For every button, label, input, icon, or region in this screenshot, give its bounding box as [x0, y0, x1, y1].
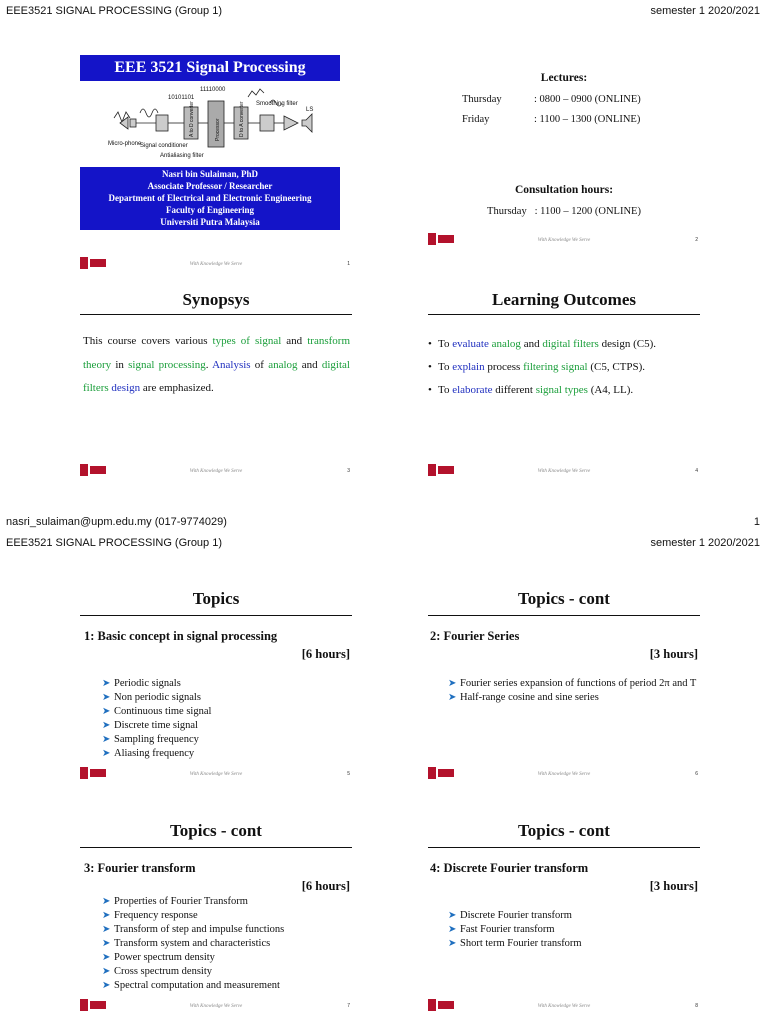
- topic-item-text: Fast Fourier transform: [460, 924, 555, 935]
- slide-motto: With Knowledge We Serve: [189, 772, 243, 777]
- slide-footer: [428, 997, 700, 1011]
- diagram-bits-2: 10101101: [168, 95, 195, 101]
- arrow-bullet-icon: ➤: [102, 924, 111, 935]
- consultation-heading: Consultation hours:: [514, 184, 614, 196]
- page1-header-right: semester 1 2020/2021: [650, 5, 760, 17]
- slide-4: [428, 262, 700, 476]
- keyword-digital-filters: digital filters: [83, 358, 350, 394]
- title-rule: [428, 847, 700, 848]
- topic-list: [448, 677, 698, 705]
- synopsis-text-part: are emphasized.: [140, 382, 214, 394]
- slide-title: Topics - cont: [170, 821, 262, 840]
- slide-2: [428, 30, 700, 245]
- topic-item-text: Half-range cosine and sine series: [460, 692, 599, 703]
- keyword-elaborate: elaborate: [452, 384, 493, 396]
- title-rule: [80, 847, 352, 848]
- arrow-bullet-icon: ➤: [448, 938, 457, 949]
- title-rule: [80, 314, 352, 315]
- author-department: Department of Electrical and Electronic Engineering: [108, 193, 312, 203]
- slide-title: Learning Outcomes: [491, 290, 637, 309]
- topic-item-text: Sampling frequency: [114, 734, 199, 745]
- topic-item: [102, 937, 284, 951]
- topic-item: [102, 677, 211, 691]
- slide-8: [428, 797, 700, 1011]
- outcome-text: To: [438, 338, 453, 350]
- slide-title: Topics - cont: [518, 821, 610, 840]
- synopsis-text-part: This course covers various: [83, 335, 213, 347]
- arrow-bullet-icon: ➤: [448, 924, 457, 935]
- diagram-smoothing: Smoothing filter: [256, 101, 298, 107]
- topic-item: [102, 909, 284, 923]
- outcome-text: and: [520, 338, 543, 350]
- slide-3: [80, 262, 352, 476]
- arrow-bullet-icon: ➤: [102, 706, 111, 717]
- synopsis-text-part: and: [281, 335, 308, 347]
- keyword-digital-filters: digital filters: [542, 338, 599, 350]
- outcome-text: To: [438, 361, 453, 373]
- slide-page-number: 6: [695, 771, 698, 777]
- slide-motto: With Knowledge We Serve: [537, 469, 591, 474]
- signal-chain-diagram: [80, 83, 340, 169]
- author-university: Universiti Putra Malaysia: [160, 217, 260, 227]
- synopsis-text: [83, 330, 350, 401]
- title-rule: [428, 615, 700, 616]
- page1-footer-right: 1: [753, 516, 760, 528]
- synopsis-text-part: of: [250, 358, 269, 371]
- lectures-heading: Lectures:: [540, 72, 588, 84]
- slide-1: [80, 55, 352, 269]
- diagram-processor: Processor: [215, 118, 221, 141]
- slide-page-number: 8: [695, 1003, 698, 1009]
- topic-list: [448, 909, 582, 951]
- arrow-bullet-icon: ➤: [102, 692, 111, 703]
- outcome-text: (C5, CTPS).: [587, 361, 646, 373]
- topic-item: [102, 733, 211, 747]
- topic-item-text: Discrete time signal: [114, 720, 198, 731]
- synopsis-text-part: and: [297, 358, 322, 371]
- topic-item: [102, 979, 284, 993]
- arrow-bullet-icon: ➤: [102, 748, 111, 759]
- topic-item-text: Properties of Fourier Transform: [114, 896, 248, 907]
- topic-item: [102, 705, 211, 719]
- outcome-text: To: [438, 384, 453, 396]
- topic-item-text: Continuous time signal: [114, 706, 212, 717]
- slide-footer: [428, 765, 700, 779]
- topic-item: [448, 677, 698, 691]
- slide-motto: With Knowledge We Serve: [189, 469, 243, 474]
- keyword-transform-theory: transform theory: [83, 335, 350, 371]
- lecture-day: Thursday: [462, 94, 502, 105]
- lecture-time: : 1100 – 1300 (ONLINE): [534, 114, 641, 125]
- topic-hours: [3 hours]: [649, 879, 698, 893]
- keyword-signal-processing: signal processing: [128, 358, 206, 371]
- topic-item-text: Cross spectrum density: [114, 966, 212, 977]
- synopsis-text-part: in: [111, 358, 129, 371]
- outcome-item: • To elaborate different signal types (A4, LL).: [428, 384, 634, 396]
- slide-motto: With Knowledge We Serve: [189, 262, 243, 267]
- course-title: EEE 3521 Signal Processing: [80, 55, 340, 81]
- topic-item: [102, 691, 211, 705]
- author-position: Associate Professor / Researcher: [147, 181, 273, 191]
- page2-header-right: semester 1 2020/2021: [650, 537, 760, 549]
- slide-motto: With Knowledge We Serve: [537, 238, 591, 243]
- topic-list: [102, 677, 211, 761]
- slide-page-number: 7: [347, 1003, 350, 1009]
- topic-item-text: Power spectrum density: [114, 952, 215, 963]
- author-faculty: Faculty of Engineering: [166, 205, 254, 215]
- outcome-text: different: [492, 384, 536, 396]
- keyword-types-of-signal: types of signal: [212, 335, 282, 347]
- lecture-day: Friday: [462, 114, 490, 125]
- lecture-row-1: [462, 94, 641, 105]
- slide-page-number: 2: [695, 237, 698, 243]
- keyword-analysis: Analysis: [212, 358, 251, 371]
- topic-item: [102, 895, 284, 909]
- arrow-bullet-icon: ➤: [448, 678, 457, 689]
- topic-section: 2: Fourier Series: [430, 629, 520, 643]
- arrow-bullet-icon: ➤: [448, 910, 457, 921]
- topic-item: [102, 747, 211, 761]
- topic-item-text: Periodic signals: [114, 678, 181, 689]
- slide-title: Synopsys: [182, 290, 250, 309]
- arrow-bullet-icon: ➤: [102, 980, 111, 991]
- consultation-row: [428, 206, 700, 217]
- outcome-item: • To evaluate analog and digital filters design (C5).: [428, 338, 656, 350]
- topic-item: [448, 691, 698, 705]
- topic-hours: [3 hours]: [649, 647, 698, 661]
- author-info: [80, 167, 340, 230]
- slide-page-number: 5: [347, 771, 350, 777]
- keyword-design: design: [111, 382, 141, 394]
- slide-5: [80, 565, 352, 779]
- page2-header-left: EEE3521 SIGNAL PROCESSING (Group 1): [6, 537, 223, 549]
- topic-item: [102, 923, 284, 937]
- topic-item-text: Non periodic signals: [114, 692, 201, 703]
- arrow-bullet-icon: ➤: [448, 692, 457, 703]
- diagram-adc: A to D converter: [189, 101, 195, 137]
- slide-7: [80, 797, 352, 1011]
- slide-title: Topics: [192, 589, 240, 608]
- topic-list: [102, 895, 284, 993]
- outcome-item: • To explain process filtering signal (C5, CTPS).: [428, 361, 646, 373]
- slide-title: Topics - cont: [518, 589, 610, 608]
- outcome-text: design (C5).: [598, 338, 656, 350]
- slide-page-number: 1: [347, 261, 350, 267]
- arrow-bullet-icon: ➤: [102, 720, 111, 731]
- topic-item-text: Spectral computation and measurement: [114, 980, 280, 991]
- synopsis-text-part: .: [205, 358, 213, 371]
- diagram-microphone: Micro-phone: [108, 141, 142, 147]
- lecture-time: : 0800 – 0900 (ONLINE): [534, 94, 641, 105]
- topic-item-text: Transform of step and impulse functions: [114, 924, 285, 935]
- topic-section: 1: Basic concept in signal processing: [84, 629, 278, 643]
- keyword-evaluate: evaluate: [452, 338, 489, 350]
- page1-footer-left: nasri_sulaiman@upm.edu.my (017-9774029): [6, 516, 227, 528]
- consultation-time: : 1100 – 1200 (ONLINE): [534, 206, 641, 217]
- arrow-bullet-icon: ➤: [102, 910, 111, 921]
- slide-motto: With Knowledge We Serve: [537, 1004, 591, 1009]
- keyword-filtering-signal: filtering signal: [523, 361, 588, 373]
- topic-item: [102, 719, 211, 733]
- topic-item: [102, 965, 284, 979]
- topic-item: [448, 923, 582, 937]
- arrow-bullet-icon: ➤: [102, 734, 111, 745]
- arrow-bullet-icon: ➤: [102, 896, 111, 907]
- outcome-text: (A4, LL).: [587, 384, 634, 396]
- topic-hours: [6 hours]: [301, 647, 350, 661]
- consultation-day: Thursday: [487, 206, 527, 217]
- topic-item-text: Fourier series expansion of functions of period 2π and T: [460, 678, 697, 689]
- topic-item: [448, 909, 582, 923]
- diagram-antialiasing: Antialiasing filter: [160, 153, 204, 159]
- slide-footer: [428, 231, 700, 245]
- diagram-signal-conditioner: Signal conditioner: [140, 143, 188, 149]
- topic-item-text: Aliasing frequency: [114, 748, 195, 759]
- slide-footer: [80, 765, 352, 779]
- arrow-bullet-icon: ➤: [102, 952, 111, 963]
- topic-item-text: Short term Fourier transform: [460, 938, 582, 949]
- topic-item-text: Discrete Fourier transform: [460, 910, 572, 921]
- keyword-signal-types: signal types: [535, 384, 588, 396]
- outcomes-list: [428, 333, 698, 402]
- topic-item-text: Transform system and characteristics: [114, 938, 271, 949]
- slide-page-number: 3: [347, 468, 350, 474]
- topic-item: [102, 951, 284, 965]
- lecture-row-2: [462, 114, 640, 125]
- slide-footer: [80, 997, 352, 1011]
- slide-footer: [80, 462, 352, 476]
- arrow-bullet-icon: ➤: [102, 678, 111, 689]
- slide-page-number: 4: [695, 468, 698, 474]
- keyword-explain: explain: [452, 361, 485, 373]
- outcome-text: process: [484, 361, 524, 373]
- topic-item-text: Frequency response: [114, 910, 198, 921]
- slide-6: [428, 565, 700, 779]
- topic-section: 3: Fourier transform: [84, 861, 196, 875]
- title-rule: [428, 314, 700, 315]
- keyword-analog: analog: [268, 358, 298, 371]
- diagram-dac: D to A converter: [239, 101, 245, 137]
- topic-hours: [6 hours]: [301, 879, 350, 893]
- diagram-ls: LS: [306, 107, 314, 113]
- title-rule: [80, 615, 352, 616]
- arrow-bullet-icon: ➤: [102, 938, 111, 949]
- keyword-analog: analog: [491, 338, 521, 350]
- page1-header-left: EEE3521 SIGNAL PROCESSING (Group 1): [6, 5, 223, 17]
- author-name: Nasri bin Sulaiman, PhD: [161, 169, 259, 179]
- slide-motto: With Knowledge We Serve: [537, 772, 591, 777]
- arrow-bullet-icon: ➤: [102, 966, 111, 977]
- topic-item: [448, 937, 582, 951]
- slide-motto: With Knowledge We Serve: [189, 1004, 243, 1009]
- slide-footer: [428, 462, 700, 476]
- topic-section: 4: Discrete Fourier transform: [430, 861, 589, 875]
- diagram-bits-1: 11110000: [200, 87, 226, 93]
